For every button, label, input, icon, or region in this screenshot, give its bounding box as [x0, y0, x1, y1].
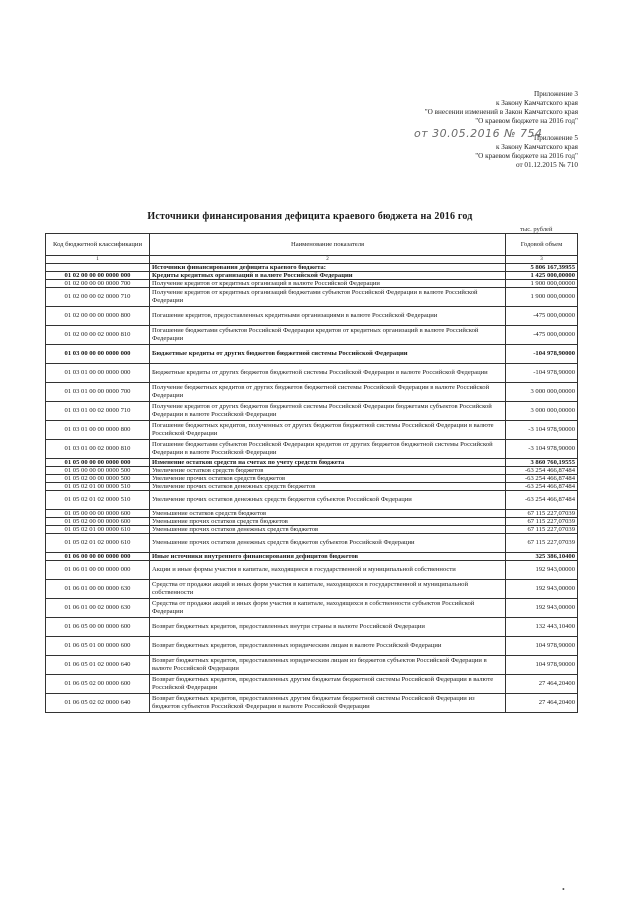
table-row	[46, 561, 578, 580]
table-header-row	[46, 234, 578, 256]
table-row	[46, 467, 578, 475]
table-row	[46, 675, 578, 694]
index-2: 2	[150, 256, 506, 264]
row-code: 01 02 00 00 00 0000 800	[46, 307, 150, 326]
row-value: 104 978,90000	[506, 656, 578, 675]
row-name: Уменьшение прочих остатков средств бюджетов	[150, 518, 506, 526]
row-code: 01 03 01 00 00 0000 800	[46, 421, 150, 440]
header-bottom-line4: от 01.12.2015 № 710	[515, 161, 578, 169]
row-name: Средства от продажи акций и иных форм участия в капитале, находящихся в собственности субъектов Российской Федерации	[150, 599, 506, 618]
document-title: Источники финансирования дефицита краевого бюджета на 2016 год	[147, 211, 473, 222]
row-value: -63 254 466,87484	[506, 467, 578, 475]
row-name: Возврат бюджетных кредитов, предоставленных другим бюджетам бюджетной системы Российской Федерации в валюте Российской Федерации	[150, 675, 506, 694]
handwritten-date: от 30.05.2016 № 754	[414, 127, 543, 140]
row-value: 1 900 000,00000	[506, 288, 578, 307]
row-code: 01 02 00 00 00 0000 000	[46, 272, 150, 280]
table-row	[46, 518, 578, 526]
row-value: 3 000 000,00000	[506, 402, 578, 421]
page-mark: •	[562, 885, 565, 894]
table-row	[46, 288, 578, 307]
table-index-row	[46, 256, 578, 264]
table-row	[46, 475, 578, 483]
header-code: Код бюджетной классификации	[46, 234, 150, 256]
row-code: 01 06 00 00 00 0000 000	[46, 553, 150, 561]
row-code: 01 06 05 02 02 0000 640	[46, 694, 150, 713]
row-code: 01 03 01 00 02 0000 810	[46, 440, 150, 459]
index-3: 3	[506, 256, 578, 264]
row-code: 01 03 01 00 00 0000 700	[46, 383, 150, 402]
table-body	[46, 264, 578, 713]
row-name: Погашение кредитов, предоставленных кредитными организациями в валюте Российской Федерации	[150, 307, 506, 326]
table-row	[46, 402, 578, 421]
row-name: Погашение бюджетами субъектов Российской Федерации кредитов от кредитных организаций в валюте Российской Федерации	[150, 326, 506, 345]
row-value: 1 425 000,00000	[506, 272, 578, 280]
row-value: -104 978,90000	[506, 364, 578, 383]
header-bottom-block	[380, 134, 578, 170]
table-row	[46, 345, 578, 364]
row-name: Возврат бюджетных кредитов, предоставленных внутри страны в валюте Российской Федерации	[150, 618, 506, 637]
row-name: Иные источники внутреннего финансирования дефицитов бюджетов	[150, 553, 506, 561]
row-code: 01 06 01 00 02 0000 630	[46, 599, 150, 618]
row-value: -475 000,00000	[506, 326, 578, 345]
row-name: Уменьшение прочих остатков денежных средств бюджетов	[150, 526, 506, 534]
row-name: Уменьшение прочих остатков денежных средств бюджетов субъектов Российской Федерации	[150, 534, 506, 553]
row-value: 27 464,20400	[506, 694, 578, 713]
row-code: 01 05 02 01 02 0000 510	[46, 491, 150, 510]
header-top-line1: Приложение 3	[534, 90, 578, 98]
row-name: Увеличение прочих остатков денежных средств бюджетов субъектов Российской Федерации	[150, 491, 506, 510]
row-code: 01 06 05 02 00 0000 600	[46, 675, 150, 694]
row-code: 01 05 02 00 00 0000 500	[46, 475, 150, 483]
row-code: 01 02 00 00 02 0000 810	[46, 326, 150, 345]
row-code: 01 05 02 01 02 0000 610	[46, 534, 150, 553]
row-code: 01 05 02 01 00 0000 610	[46, 526, 150, 534]
table-row	[46, 526, 578, 534]
row-value: -63 254 466,87484	[506, 483, 578, 491]
row-name: Кредиты кредитных организаций в валюте Российской Федерации	[150, 272, 506, 280]
row-name: Увеличение прочих остатков средств бюджетов	[150, 475, 506, 483]
table-row	[46, 491, 578, 510]
row-name: Погашение бюджетных кредитов, полученных от других бюджетов бюджетной системы Российской Федерации в валюте Российской Федерации	[150, 421, 506, 440]
table-row	[46, 656, 578, 675]
table-row	[46, 326, 578, 345]
row-value: 67 115 227,07039	[506, 526, 578, 534]
row-name: Увеличение прочих остатков денежных средств бюджетов	[150, 483, 506, 491]
row-name: Бюджетные кредиты от других бюджетов бюджетной системы Российской Федерации в валюте Российской Федерации	[150, 364, 506, 383]
row-value: 192 943,00000	[506, 599, 578, 618]
row-code: 01 06 05 01 02 0000 640	[46, 656, 150, 675]
table-row	[46, 580, 578, 599]
row-name: Возврат бюджетных кредитов, предоставленных другим бюджетам бюджетной системы Российской Федерации из бюджетов субъектов Российской Федерации в валюте Российской Федерации	[150, 694, 506, 713]
row-value: 27 464,20400	[506, 675, 578, 694]
row-value: 67 115 227,07039	[506, 510, 578, 518]
row-value: 3 860 760,19555	[506, 459, 578, 467]
header-bottom-line3: "О краевом бюджете на 2016 год"	[475, 152, 578, 160]
row-code: 01 05 02 01 00 0000 510	[46, 483, 150, 491]
row-value: 67 115 227,07039	[506, 518, 578, 526]
row-value: 3 000 000,00000	[506, 383, 578, 402]
table-row	[46, 637, 578, 656]
header-name: Наименование показателя	[150, 234, 506, 256]
header-bottom-line1: "Приложение 5	[531, 134, 578, 142]
row-code: 01 06 01 00 00 0000 630	[46, 580, 150, 599]
header-top-line4: "О краевом бюджете на 2016 год"	[475, 117, 578, 125]
row-name: Средства от продажи акций и иных форм участия в капитале, находящихся в государственной и муниципальной собственности	[150, 580, 506, 599]
header-top-block	[380, 90, 578, 126]
row-name: Источники финансирования дефицита краевого бюджета:	[150, 264, 506, 272]
row-code: 01 06 05 00 00 0000 600	[46, 618, 150, 637]
row-name: Возврат бюджетных кредитов, предоставленных юридическим лицам в валюте Российской Федерации	[150, 637, 506, 656]
row-name: Акции и иные формы участия в капитале, находящиеся в государственной и муниципальной собственности	[150, 561, 506, 580]
row-name: Получение бюджетных кредитов от других бюджетов бюджетной системы Российской Федерации в валюте Российской Федерации	[150, 383, 506, 402]
row-name: Получение кредитов от кредитных организаций в валюте Российской Федерации	[150, 280, 506, 288]
units-label: тыс. рублей	[520, 226, 553, 233]
row-name: Возврат бюджетных кредитов, предоставленных юридическим лицам из бюджетов субъектов Российской Федерации в валюте Российской Федерации	[150, 656, 506, 675]
row-name: Погашение бюджетами субъектов Российской Федерации кредитов от других бюджетов бюджетной системы Российской Федерации в валюте Российской Федерации	[150, 440, 506, 459]
row-code: 01 06 05 01 00 0000 600	[46, 637, 150, 656]
index-1: 1	[46, 256, 150, 264]
header-top-line3: "О внесении изменений в Закон Камчатского края	[424, 108, 578, 116]
row-value: 132 443,10400	[506, 618, 578, 637]
row-value: -3 104 978,90000	[506, 421, 578, 440]
row-code: 01 05 00 00 00 0000 600	[46, 510, 150, 518]
table-row	[46, 483, 578, 491]
table-row	[46, 510, 578, 518]
table-row	[46, 553, 578, 561]
table-row	[46, 307, 578, 326]
table-row	[46, 694, 578, 713]
row-code: 01 05 02 00 00 0000 600	[46, 518, 150, 526]
table-row	[46, 599, 578, 618]
row-code: 01 03 01 00 00 0000 000	[46, 364, 150, 383]
row-value: -3 104 978,90000	[506, 440, 578, 459]
row-name: Уменьшение остатков средств бюджетов	[150, 510, 506, 518]
row-code: 01 06 01 00 00 0000 000	[46, 561, 150, 580]
header-value: Годовой объем	[506, 234, 578, 256]
row-code: 01 02 00 00 02 0000 710	[46, 288, 150, 307]
header-bottom-line2: к Закону Камчатского края	[496, 143, 578, 151]
row-value: 104 978,90000	[506, 637, 578, 656]
row-value: -63 254 466,87484	[506, 475, 578, 483]
row-value: 1 900 000,00000	[506, 280, 578, 288]
row-code	[46, 264, 150, 272]
table-row	[46, 364, 578, 383]
row-value: 5 806 167,39955	[506, 264, 578, 272]
table-row	[46, 264, 578, 272]
row-value: 192 943,00000	[506, 561, 578, 580]
row-name: Увеличение остатков средств бюджетов	[150, 467, 506, 475]
row-name: Бюджетные кредиты от других бюджетов бюджетной системы Российской Федерации	[150, 345, 506, 364]
row-code: 01 02 00 00 00 0000 700	[46, 280, 150, 288]
row-code: 01 03 01 00 02 0000 710	[46, 402, 150, 421]
table-row	[46, 534, 578, 553]
row-value: 67 115 227,07039	[506, 534, 578, 553]
table-row	[46, 440, 578, 459]
row-name: Получение кредитов от других бюджетов бюджетной системы Российской Федерации бюджетами субъектов Российской Федерации в валюте Российской Федерации	[150, 402, 506, 421]
table-row	[46, 280, 578, 288]
table-row	[46, 459, 578, 467]
table-row	[46, 272, 578, 280]
row-value: -104 978,90000	[506, 345, 578, 364]
row-value: 192 943,00000	[506, 580, 578, 599]
row-value: -475 000,00000	[506, 307, 578, 326]
row-code: 01 05 00 00 00 0000 000	[46, 459, 150, 467]
budget-sources-table	[45, 233, 578, 713]
row-name: Получение кредитов от кредитных организаций бюджетами субъектов Российской Федерации в валюте Российской Федерации	[150, 288, 506, 307]
table-row	[46, 383, 578, 402]
row-name: Изменение остатков средств на счетах по учету средств бюджета	[150, 459, 506, 467]
row-code: 01 03 00 00 00 0000 000	[46, 345, 150, 364]
row-value: 325 386,10400	[506, 553, 578, 561]
row-value: -63 254 466,87484	[506, 491, 578, 510]
table-row	[46, 618, 578, 637]
header-top-line2: к Закону Камчатского края	[496, 99, 578, 107]
row-code: 01 05 00 00 00 0000 500	[46, 467, 150, 475]
table-row	[46, 421, 578, 440]
